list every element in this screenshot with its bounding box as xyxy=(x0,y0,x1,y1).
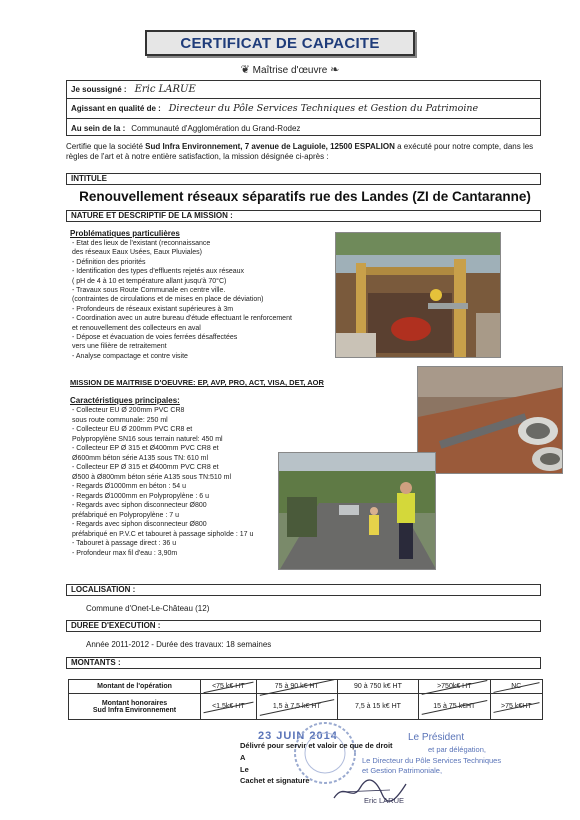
photo-workers-image xyxy=(279,453,436,570)
qualite-row xyxy=(67,99,540,119)
list-item: et renouvellement des collecteurs en aval xyxy=(72,324,201,332)
list-item: ( pH de 4 à 10 et température allant jusqu'à 70°C) xyxy=(72,277,227,285)
sein-label: Au sein de la : xyxy=(71,123,126,133)
declaration-box xyxy=(66,80,541,136)
list-item: (contraintes de circulations et de mises en place de déviation) xyxy=(72,296,264,304)
table-cell: >750k€ HT xyxy=(419,680,491,694)
table-cell: 1,5 à 7,5 k€ HT xyxy=(256,694,337,720)
list-item: - Regards Ø1000mm en béton : 54 u xyxy=(72,483,187,490)
intro-text xyxy=(66,142,544,162)
list-item: Ø600mm béton série A135 sous TN: 610 ml xyxy=(72,454,209,462)
row2-label-line2: Sud Infra Environnement xyxy=(92,706,177,714)
list-item: - Coordination avec un autre bureau d'étude effectuant le renforcement xyxy=(72,315,292,323)
list-item: - Profondeur max fil d'eau : 3,90m xyxy=(72,549,178,557)
ornament-right-icon: ❧ xyxy=(330,64,340,76)
list-item: - Regards avec siphon disconnecteur Ø800 xyxy=(72,502,207,509)
list-item: Ø500 à Ø800mm béton série A135 sous TN:510 ml xyxy=(72,473,232,481)
table-row xyxy=(69,694,543,720)
list-item: - Etat des lieux de l'existant (reconnaissance xyxy=(72,240,211,247)
table-row xyxy=(69,680,543,694)
soussigne-label: Je soussigné : xyxy=(71,85,127,94)
photo-workers xyxy=(278,452,436,570)
section-intitule: INTITULE xyxy=(66,173,541,185)
list-item: préfabriqué en Polypropylène : 7 u xyxy=(72,511,180,519)
soussigne-row xyxy=(67,81,540,99)
delegation-text: et par délégation, xyxy=(428,745,486,754)
caracteristiques-heading: Caractéristiques principales: xyxy=(70,396,180,405)
table-cell: 75 à 90 k€ HT xyxy=(256,680,337,694)
intro-company: Sud Infra Environnement, 7 avenue de Laguiole, 12500 ESPALION xyxy=(145,142,395,151)
intro-part1: Certifie que la société xyxy=(66,142,146,151)
table-cell-selected: 90 à 750 k€ HT xyxy=(337,680,418,694)
list-item: vers une filière de retraitement xyxy=(72,343,167,351)
a-label: A xyxy=(240,753,246,762)
table-cell: <75 k€ HT xyxy=(201,680,257,694)
localisation-value: Commune d'Onet-Le-Château (12) xyxy=(86,604,210,613)
photo-trench-shoring xyxy=(335,232,501,358)
subtitle xyxy=(0,63,580,76)
qualite-value: Directeur du Pôle Services Techniques et Gestion du Patrimoine xyxy=(168,103,479,114)
list-item: - Collecteur EU Ø 200mm PVC CR8 xyxy=(72,407,185,414)
table-cell: 15 à 75 k€HT xyxy=(419,694,491,720)
list-item: - Analyse compactage et contre visite xyxy=(72,352,188,360)
list-item: préfabriqué en P.V.C et tabouret à passage siphoïde : 17 u xyxy=(72,530,254,538)
caracteristiques-list xyxy=(72,406,253,558)
table-cell-selected: 7,5 à 15 k€ HT xyxy=(337,694,418,720)
directeur-line2: et Gestion Patrimoniale, xyxy=(362,766,443,775)
table-cell: >75 k€HT xyxy=(490,694,542,720)
photo-trench-shoring-image xyxy=(336,233,501,358)
title-box xyxy=(145,30,415,56)
section-duree: DUREE D'EXECUTION : xyxy=(66,620,541,632)
sein-row xyxy=(67,119,540,137)
list-item: - Regards avec siphon disconnecteur Ø800 xyxy=(72,521,207,528)
delivre-text: Délivré pour servir et valoir ce que de droit xyxy=(240,741,393,750)
president-title: Le Président xyxy=(408,732,465,743)
le-label: Le xyxy=(240,765,249,774)
intro-part2: a exécuté pour notre compte, dans les règles de l'art et à notre entière satisfaction, la mission désignée ci-après : xyxy=(66,142,534,161)
list-item: - Regards Ø1000mm en Polypropylène : 6 u xyxy=(72,492,209,500)
list-item: des réseaux Eaux Usées, Eaux Pluviales) xyxy=(72,249,202,257)
mission-line: MISSION DE MAITRISE D'OEUVRE: EP, AVP, PRO, ACT, VISA, DET, AOR xyxy=(70,378,324,387)
list-item: - Collecteur EU Ø 200mm PVC CR8 et xyxy=(72,426,193,433)
sein-value: Communauté d'Agglomération du Grand-Rodez xyxy=(131,123,301,133)
page-title: CERTIFICAT DE CAPACITE xyxy=(180,34,380,52)
project-title: Renouvellement réseaux séparatifs rue des Landes (ZI de Cantaranne) xyxy=(79,189,531,204)
row2-label xyxy=(69,694,201,720)
row2-label-line1: Montant honoraires xyxy=(101,699,168,707)
section-montants: MONTANTS : xyxy=(66,657,541,669)
list-item: - Profondeurs de réseaux existant supérieures à 3m xyxy=(72,305,234,313)
table-cell: <1,5k€ HT xyxy=(201,694,257,720)
directeur-line1: Le Directeur du Pôle Services Techniques xyxy=(362,756,502,765)
photo-manholes xyxy=(417,366,563,474)
problematiques-heading: Problématiques particulières xyxy=(70,229,180,238)
list-item: - Définition des priorités xyxy=(72,258,146,266)
stamp-date: 23 JUIN 2014 xyxy=(258,730,338,742)
signatory-name: Eric LARUE xyxy=(364,796,405,805)
photo-manholes-image xyxy=(418,367,563,474)
section-nature: NATURE ET DESCRIPTIF DE LA MISSION : xyxy=(66,210,541,222)
montants-table xyxy=(68,679,543,720)
ornament-left-icon: ❦ xyxy=(240,64,250,76)
list-item: - Travaux sous Route Communale en centre ville. xyxy=(72,287,226,295)
subtitle-text: Maîtrise d'œuvre xyxy=(252,65,328,76)
table-cell: NC xyxy=(490,680,542,694)
row1-label: Montant de l'opération xyxy=(69,680,201,694)
list-item: - Tabouret à passage direct : 36 u xyxy=(72,540,177,547)
list-item: - Collecteur EP Ø 315 et Ø400mm PVC CR8 et xyxy=(72,464,219,471)
soussigne-value: Eric LARUE xyxy=(134,84,196,95)
problematiques-list xyxy=(72,239,292,361)
list-item: Polypropylène SN16 sous terrain naturel: 450 ml xyxy=(72,435,223,443)
list-item: - Identification des types d'effluents rejetés aux réseaux xyxy=(72,268,245,276)
qualite-label: Agissant en qualité de : xyxy=(71,104,161,113)
duree-value: Année 2011-2012 - Durée des travaux: 18 semaines xyxy=(86,640,272,649)
list-item: sous route communale: 250 ml xyxy=(72,416,168,424)
cachet-label: Cachet et signature xyxy=(240,776,310,785)
section-localisation: LOCALISATION : xyxy=(66,584,541,596)
list-item: - Collecteur EP Ø 315 et Ø400mm PVC CR8 et xyxy=(72,445,219,452)
list-item: - Dépose et évacuation de voies ferrées désaffectées xyxy=(72,334,238,342)
